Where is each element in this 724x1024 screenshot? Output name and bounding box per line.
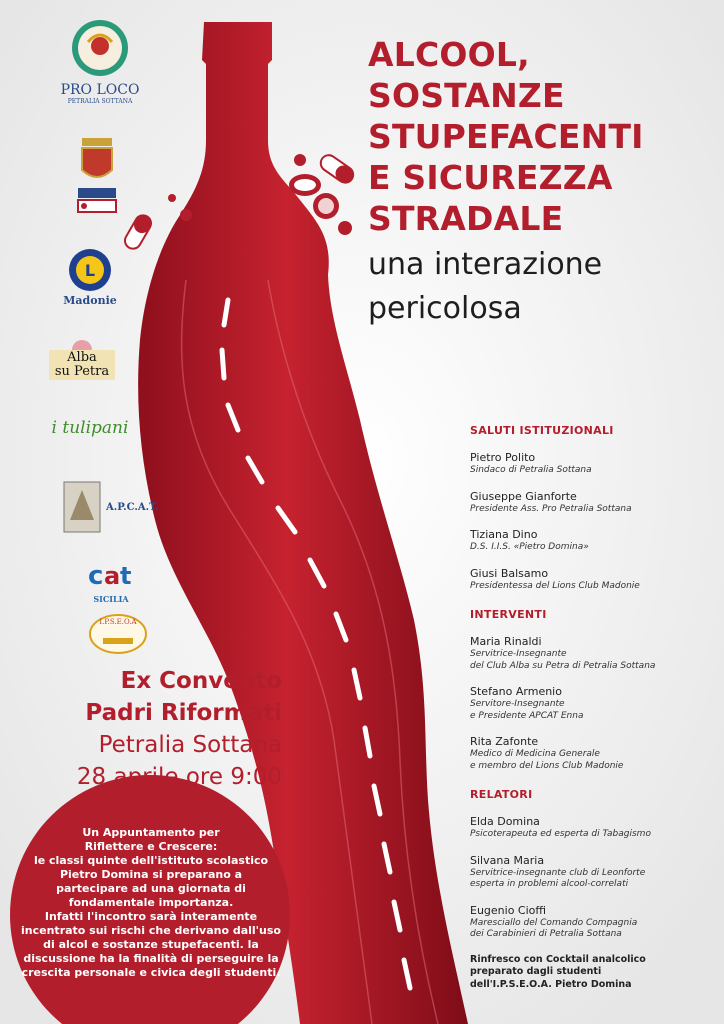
speaker-role: Servitrice-Insegnante — [470, 649, 567, 659]
circle-line: di alcol e sostanze stupefacenti. la — [43, 938, 259, 951]
circle-line: fondamentale importanza. — [68, 896, 234, 909]
speaker-role: D.S. I.I.S. «Pietro Domina» — [470, 542, 589, 552]
speaker-entry — [470, 904, 720, 941]
cat-emblem-icon — [84, 554, 138, 594]
lions-logo — [60, 248, 120, 307]
cat-logo — [76, 554, 146, 604]
speaker-name: Pietro Polito — [470, 451, 536, 464]
circle-line: Un Appuntamento per — [82, 826, 220, 839]
circle-line: partecipare ad una giornata di — [56, 882, 246, 895]
speaker-role: Presidentessa del Lions Club Madonie — [470, 580, 640, 591]
comune-logo — [62, 136, 132, 214]
speaker-name: Tiziana Dino — [470, 528, 538, 541]
proloco-emblem-icon — [70, 18, 130, 78]
speaker-entry — [470, 735, 720, 772]
speaker-entry — [470, 528, 720, 554]
circle-line: Riflettere e Crescere: — [84, 840, 218, 853]
proloco-place: PETRALIA SOTTANA — [67, 98, 133, 105]
speaker-role: e Presidente APCAT Enna — [470, 710, 584, 721]
title-line-2: SOSTANZE — [368, 76, 565, 115]
venue-line-1: Ex Convento — [120, 668, 282, 694]
title-line-5: STRADALE — [368, 199, 564, 238]
speaker-name: Giuseppe Gianforte — [470, 489, 577, 503]
speaker-entry — [470, 490, 720, 516]
speaker-entry — [470, 854, 720, 891]
ipseoa-logo — [86, 614, 150, 652]
speaker-name: Maria Rinaldi — [470, 635, 542, 648]
apcat-logo — [62, 480, 172, 534]
speaker-role: Medico di Medicina Generale — [470, 749, 600, 759]
refreshment-line-2: preparato dagli studenti — [470, 966, 602, 977]
speaker-role: Presidente Ass. Pro Petralia Sottana — [470, 503, 632, 514]
speaker-name: Silvana Maria — [470, 853, 545, 867]
alba-line1: Alba — [67, 350, 97, 365]
refreshment-line-1: Rinfresco con Cocktail analcolico — [470, 953, 646, 965]
title-line-3: STUPEFACENTI — [368, 117, 644, 156]
speaker-name: Giusi Balsamo — [470, 566, 549, 580]
svg-text:L: L — [84, 261, 96, 280]
cat-caption: SICILIA — [93, 594, 129, 604]
circle-line: Infatti l'incontro sarà interamente — [44, 910, 258, 923]
alba-logo — [40, 334, 124, 380]
subtitle-line-2: pericolosa — [368, 291, 522, 326]
refreshment-note — [470, 954, 720, 992]
speaker-role: del Club Alba su Petra di Petralia Sottana — [470, 660, 656, 671]
info-circle-text — [20, 826, 282, 980]
title-line-4: E SICUREZZA — [368, 158, 613, 197]
proloco-name: PRO LOCO — [60, 82, 140, 98]
lions-emblem-icon — [68, 248, 112, 292]
proloco-logo — [50, 18, 150, 105]
venue-city: Petralia Sottana — [98, 732, 282, 758]
speaker-role: Psicoterapeuta ed esperta di Tabagismo — [470, 829, 651, 839]
speaker-entry — [470, 635, 720, 672]
speaker-entry — [470, 451, 720, 477]
speaker-name: Rita Zafonte — [470, 735, 539, 748]
speaker-entry — [470, 685, 720, 722]
lions-caption: Madonie — [63, 294, 117, 307]
circle-line: Pietro Domina si preparano a — [59, 868, 243, 881]
interventi-heading: INTERVENTI — [470, 608, 547, 621]
circle-line: crescita personale e civica degli studenti. — [21, 966, 281, 979]
speaker-role: e membro del Lions Club Madonie — [470, 760, 624, 771]
speaker-name: Elda Domina — [470, 815, 540, 828]
speaker-role: esperta in problemi alcool-correlati — [470, 879, 629, 889]
poster-title — [368, 34, 718, 331]
apcat-emblem-icon — [62, 480, 102, 534]
speaker-role: dei Carabinieri di Petralia Sottana — [470, 929, 622, 939]
speaker-role: Sindaco di Petralia Sottana — [470, 465, 592, 475]
speaker-role: Servitore-Insegnante — [470, 699, 565, 709]
event-date-time: 28 aprile ore 9:00 — [76, 764, 282, 790]
svg-text:c: c — [88, 561, 104, 591]
subtitle-line-1: una interazione — [368, 247, 603, 282]
speaker-entry — [470, 815, 720, 841]
speaker-name: Eugenio Cioffi — [470, 903, 547, 917]
speaker-name: Stefano Armenio — [470, 685, 562, 698]
tulipani-name: i tulipani — [51, 418, 129, 438]
saluti-heading: SALUTI ISTITUZIONALI — [470, 424, 614, 437]
svg-text:t: t — [120, 562, 132, 590]
refreshment-line-3: dell'I.P.S.E.O.A. Pietro Domina — [470, 978, 632, 990]
circle-line: incentrato sui rischi che derivano dall'uso — [21, 924, 281, 937]
svg-text:a: a — [104, 562, 121, 590]
title-line-1: ALCOOL, — [368, 35, 530, 74]
ipseoa-name: I.P.S.E.O.A — [99, 618, 137, 626]
event-venue — [0, 665, 282, 793]
alba-line2: su Petra — [54, 364, 110, 379]
speaker-entry — [470, 567, 720, 593]
tulipani-logo — [40, 418, 140, 438]
event-program — [470, 424, 720, 991]
relatori-heading: RELATORI — [470, 788, 533, 801]
circle-line: le classi quinte dell'istituto scolastico — [33, 854, 269, 867]
comune-crest-icon — [74, 136, 120, 214]
speaker-role: Servitrice-insegnante club di Leonforte — [470, 867, 646, 878]
sunrise-icon — [70, 334, 94, 350]
speaker-role: Maresciallo del Comando Compagnia — [470, 917, 638, 928]
venue-line-2: Padri Riformati — [85, 700, 282, 726]
circle-line: discussione ha la finalità di perseguire la — [23, 952, 279, 965]
apcat-name: A.P.C.A.T. — [106, 501, 159, 513]
